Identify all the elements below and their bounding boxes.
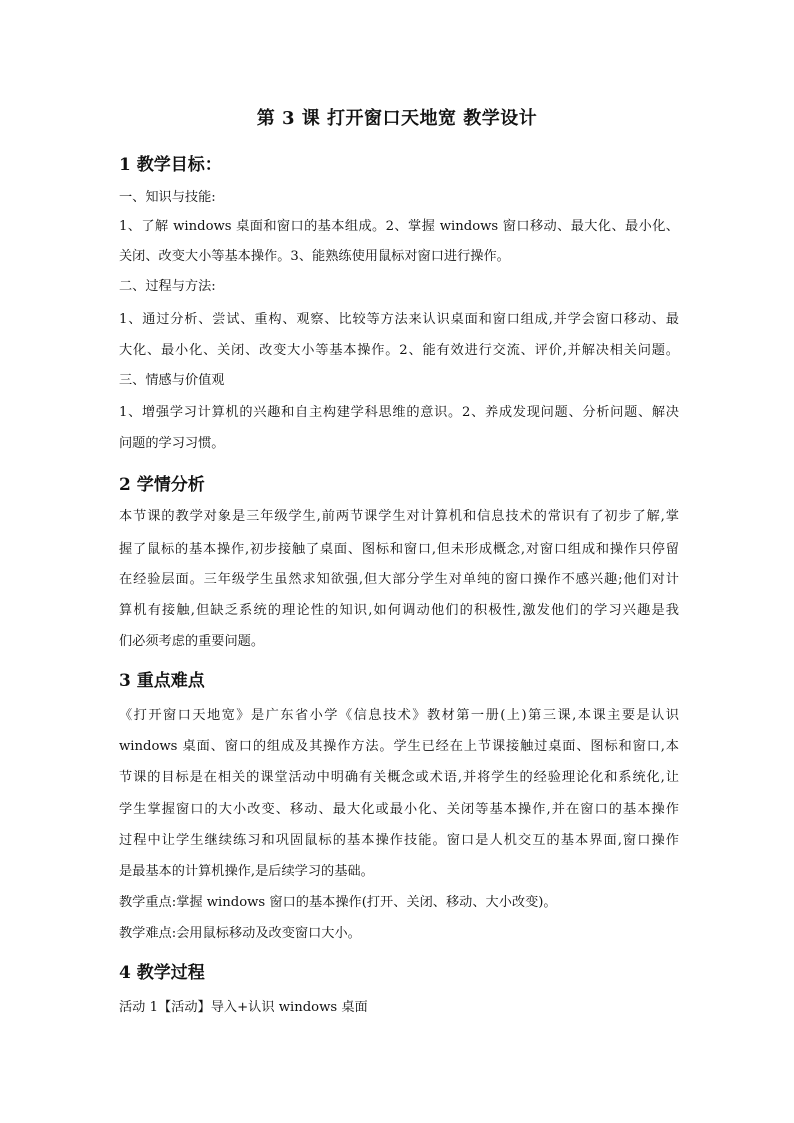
paragraph-line: 在经验层面。三年级学生虽然求知欲强,但大部分学生对单纯的窗口操作不感兴趣;他们对计 — [119, 572, 679, 587]
paragraph-line: 三、情感与价值观 — [119, 373, 225, 388]
paragraph-line: 大化、最小化、关闭、改变大小等基本操作。2、能有效进行交流、评价,并解决相关问题。 — [119, 343, 679, 358]
section-heading-objectives: 1 教学目标： — [119, 155, 222, 175]
paragraph-line: 握了鼠标的基本操作,初步接触了桌面、图标和窗口,但未形成概念,对窗口组成和操作只停留 — [119, 542, 679, 557]
section-heading-key-points: 3 重点难点 — [119, 671, 205, 691]
paragraph-line: windows 桌面、窗口的组成及其操作方法。学生已经在上节课接触过桌面、图标和窗口,本 — [119, 739, 679, 754]
paragraph-line: 本节课的教学对象是三年级学生,前两节课学生对计算机和信息技术的常识有了初步了解,掌 — [119, 509, 679, 524]
paragraph-line: 1、通过分析、尝试、重构、观察、比较等方法来认识桌面和窗口组成,并学会窗口移动、最 — [119, 312, 679, 327]
paragraph-line: 一、知识与技能: — [119, 190, 216, 205]
section-heading-process: 4 教学过程 — [119, 963, 205, 983]
paragraph-line: 教学重点:掌握 windows 窗口的基本操作(打开、关闭、移动、大小改变)。 — [119, 895, 557, 910]
paragraph-line: 算机有接触,但缺乏系统的理论性的知识,如何调动他们的积极性,激发他们的学习兴趣是我 — [119, 603, 679, 618]
document-title: 第 3 课 打开窗口天地宽 教学设计 — [256, 108, 538, 129]
section-heading-analysis: 2 学情分析 — [119, 475, 205, 495]
paragraph-line: 过程中让学生继续练习和巩固鼠标的基本操作技能。窗口是人机交互的基本界面,窗口操作 — [119, 833, 679, 848]
paragraph-line: 们必须考虑的重要问题。 — [119, 634, 265, 649]
paragraph-line: 二、过程与方法: — [119, 279, 216, 294]
paragraph-line: 是最基本的计算机操作,是后续学习的基础。 — [119, 864, 374, 879]
paragraph-line: 教学难点:会用鼠标移动及改变窗口大小。 — [119, 926, 361, 941]
paragraph-line: 活动 1【活动】导入+认识 windows 桌面 — [119, 1000, 368, 1015]
paragraph-line: 节课的目标是在相关的课堂活动中明确有关概念或术语,并将学生的经验理论化和系统化,让 — [119, 770, 679, 785]
paragraph-line: 《打开窗口天地宽》是广东省小学《信息技术》教材第一册(上)第三课,本课主要是认识 — [119, 708, 679, 723]
paragraph-line: 问题的学习习惯。 — [119, 436, 225, 451]
paragraph-line: 1、了解 windows 桌面和窗口的基本组成。2、掌握 windows 窗口移动、最大化、最小化、 — [119, 219, 679, 234]
paragraph-line: 1、增强学习计算机的兴趣和自主构建学科思维的意识。2、养成发现问题、分析问题、解决 — [119, 405, 679, 420]
paragraph-line: 关闭、改变大小等基本操作。3、能熟练使用鼠标对窗口进行操作。 — [119, 249, 510, 264]
paragraph-line: 学生掌握窗口的大小改变、移动、最大化或最小化、关闭等基本操作,并在窗口的基本操作 — [119, 802, 679, 817]
